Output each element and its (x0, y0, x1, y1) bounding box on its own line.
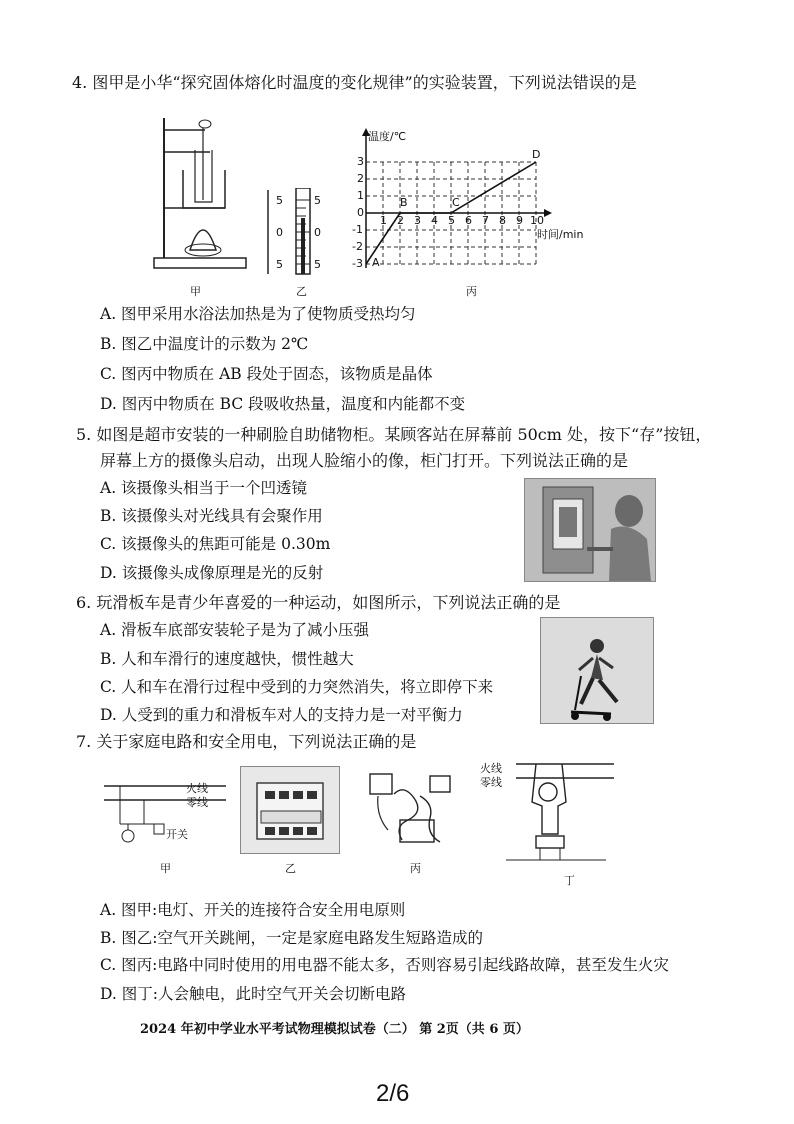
q7-option-a[interactable]: A. 图甲:电灯、开关的连接符合安全用电原则 (100, 901, 406, 919)
q7-option-b[interactable]: B. 图乙:空气开关跳闸，一定是家庭电路发生短路造成的 (100, 929, 483, 947)
q4-fig-apparatus (150, 110, 250, 280)
graph-xtick-5: 5 (448, 214, 455, 227)
q5-option-a[interactable]: A. 该摄像头相当于一个凹透镜 (100, 479, 308, 497)
graph-point-b: B (400, 196, 408, 209)
q4-fig-label-yi: 乙 (296, 285, 307, 298)
q4-fig-label-bing: 丙 (466, 285, 477, 298)
q7-switch-label: 开关 (166, 828, 188, 841)
q7-jia-neutral-wire-label: 零线 (186, 796, 208, 809)
graph-xtick-8: 8 (499, 214, 506, 227)
thermo-right-5-top: 5 (314, 194, 321, 207)
q5-option-c[interactable]: C. 该摄像头的焦距可能是 0.30m (100, 535, 331, 553)
q7-fig-label-jia: 甲 (160, 862, 171, 875)
q7-ding-live-wire-label: 火线 (480, 762, 502, 775)
q5-option-d[interactable]: D. 该摄像头成像原理是光的反射 (100, 564, 324, 582)
graph-ytick-1: 1 (357, 189, 364, 202)
graph-ytick-neg1: -1 (352, 223, 363, 236)
graph-xlabel: 时间/min (537, 228, 584, 241)
q4-option-a[interactable]: A. 图甲采用水浴法加热是为了使物质受热均匀 (100, 305, 416, 323)
q5-stem-line1: 5. 如图是超市安装的一种刷脸自助储物柜。某顾客站在屏幕前 50cm 处，按下“存”按钮， (76, 425, 712, 444)
q4-fig-graph (352, 126, 608, 276)
q6-scooter-photo (540, 617, 654, 724)
graph-xtick-7: 7 (482, 214, 489, 227)
q5-option-b[interactable]: B. 该摄像头对光线具有会聚作用 (100, 507, 323, 525)
q4-stem: 4. 图甲是小华“探究固体熔化时温度的变化规律”的实验装置，下列说法错误的是 (72, 73, 637, 92)
q7-fig-overloaded-socket (364, 764, 464, 860)
q6-option-b[interactable]: B. 人和车滑行的速度越快，惯性越大 (100, 650, 354, 668)
q6-option-c[interactable]: C. 人和车在滑行过程中受到的力突然消失，将立即停下来 (100, 678, 494, 696)
graph-xtick-9: 9 (516, 214, 523, 227)
q6-stem: 6. 玩滑板车是青少年喜爱的一种运动，如图所示，下列说法正确的是 (76, 593, 561, 612)
graph-xtick-4: 4 (431, 214, 438, 227)
q7-fig-label-ding: 丁 (564, 874, 575, 887)
q4-option-d[interactable]: D. 图丙中物质在 BC 段吸收热量，温度和内能都不变 (100, 395, 466, 413)
graph-ytick-neg3: -3 (352, 257, 363, 270)
graph-ytick-3: 3 (357, 155, 364, 168)
q6-option-d[interactable]: D. 人受到的重力和滑板车对人的支持力是一对平衡力 (100, 706, 463, 724)
q7-fig-circuit (100, 772, 230, 852)
thermo-left-0: 0 (276, 226, 283, 239)
q7-option-d[interactable]: D. 图丁:人会触电，此时空气开关会切断电路 (100, 985, 406, 1003)
thermo-left-5-bottom: 5 (276, 258, 283, 271)
graph-xtick-6: 6 (465, 214, 472, 227)
q5-stem-line2: 屏幕上方的摄像头启动，出现人脸缩小的像，柜门打开。下列说法正确的是 (100, 451, 629, 470)
q4-fig-label-jia: 甲 (190, 285, 201, 298)
graph-point-c: C (452, 196, 460, 209)
q7-fig-breaker (240, 766, 340, 854)
thermo-right-0: 0 (314, 226, 321, 239)
q7-option-c[interactable]: C. 图丙:电路中同时使用的用电器不能太多，否则容易引起线路故障，甚至发生火灾 (100, 956, 669, 974)
q5-locker-photo (524, 478, 656, 582)
graph-xtick-2: 2 (397, 214, 404, 227)
q7-ding-neutral-wire-label: 零线 (480, 776, 502, 789)
thermo-right-5-bottom: 5 (314, 258, 321, 271)
graph-xtick-3: 3 (414, 214, 421, 227)
graph-point-a: A (372, 256, 380, 269)
graph-ytick-neg2: -2 (352, 240, 363, 253)
q7-stem: 7. 关于家庭电路和安全用电，下列说法正确的是 (76, 732, 417, 751)
graph-xtick-10: 10 (530, 214, 544, 227)
q7-jia-live-wire-label: 火线 (186, 782, 208, 795)
q4-option-b[interactable]: B. 图乙中温度计的示数为 2℃ (100, 335, 309, 353)
graph-ylabel: 温度/℃ (368, 130, 407, 143)
q4-option-c[interactable]: C. 图丙中物质在 AB 段处于固态，该物质是晶体 (100, 365, 433, 383)
q7-fig-label-yi: 乙 (285, 862, 296, 875)
graph-ytick-2: 2 (357, 172, 364, 185)
page-footer: 2024 年初中学业水平考试物理模拟试卷（二） 第 2页（共 6 页） (140, 1022, 529, 1037)
thermo-left-5-top: 5 (276, 194, 283, 207)
q7-fig-label-bing: 丙 (410, 862, 421, 875)
graph-xtick-1: 1 (380, 214, 387, 227)
graph-ytick-0: 0 (357, 206, 364, 219)
page-indicator: 2/6 (376, 1080, 410, 1107)
graph-point-d: D (532, 148, 541, 161)
q6-option-a[interactable]: A. 滑板车底部安装轮子是为了减小压强 (100, 621, 370, 639)
